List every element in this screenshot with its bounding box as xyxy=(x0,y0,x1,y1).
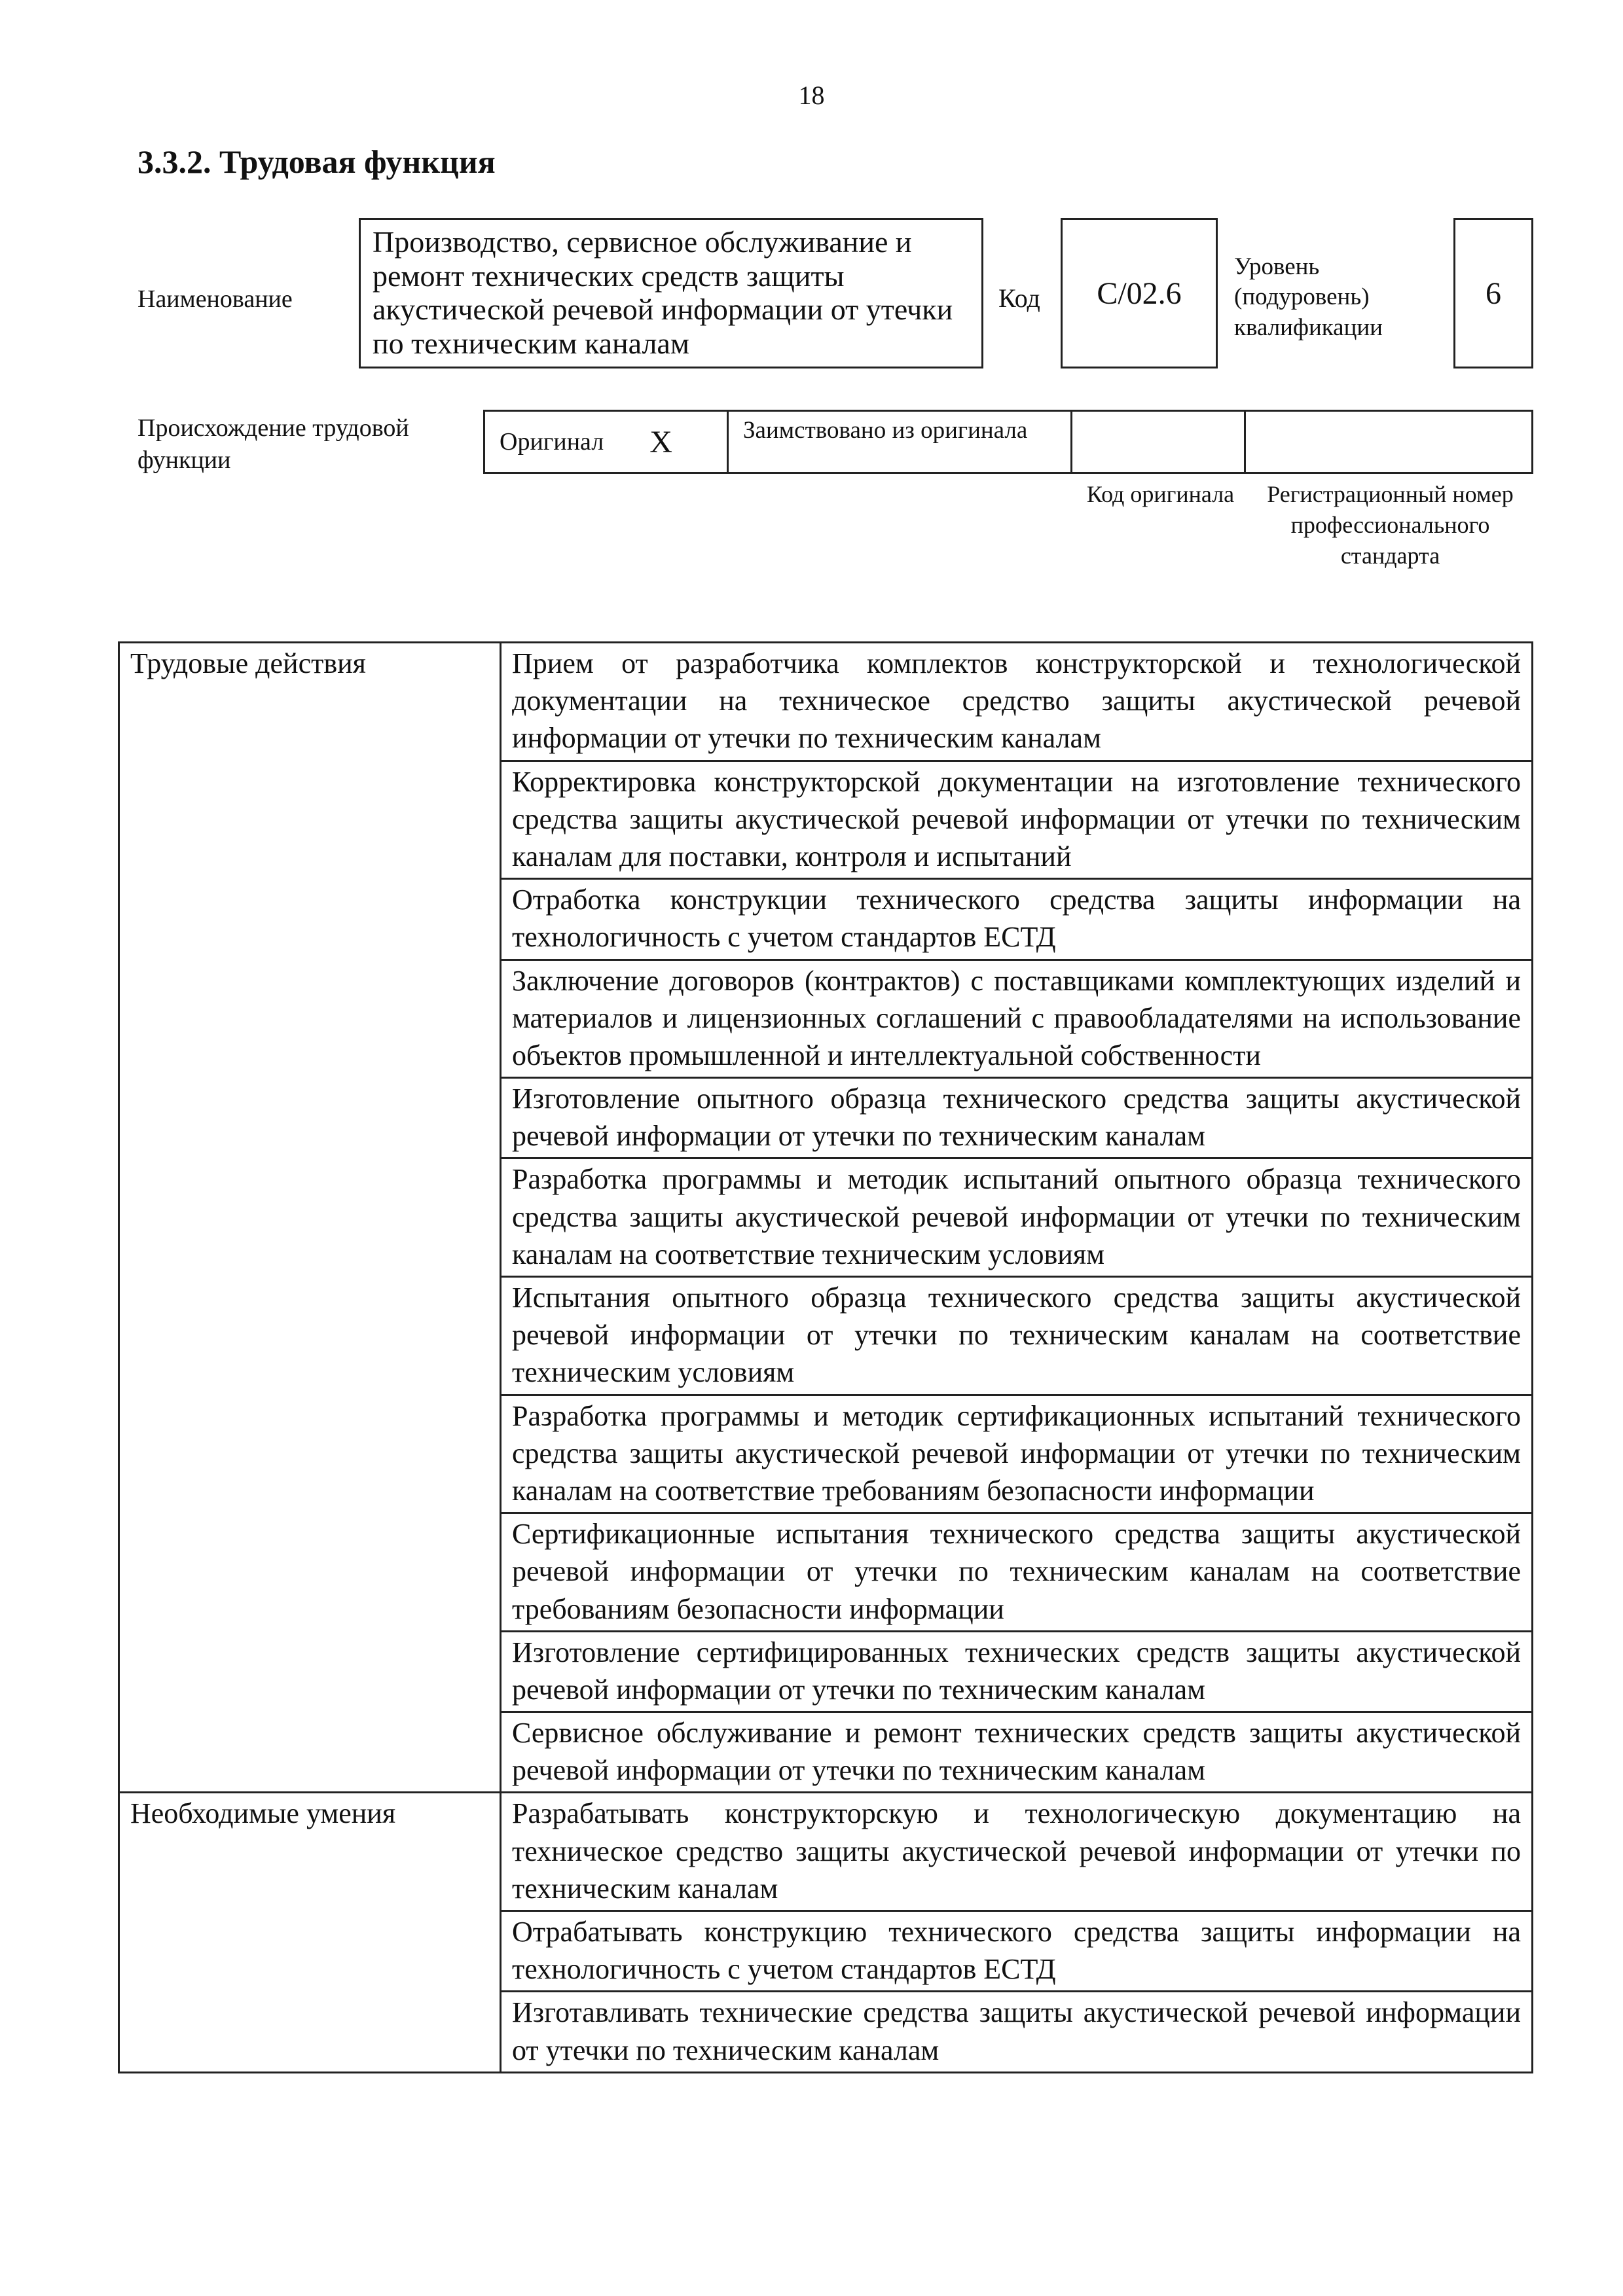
name-label: Наименование xyxy=(137,285,293,313)
table-item-cell: Отрабатывать конструкцию технического средства защиты информации на технологичность с учетом стандартов ЕСТД xyxy=(501,1911,1533,1992)
section-heading-cell: Необходимые умения xyxy=(119,1793,501,2072)
level-label-line: (подуровень) xyxy=(1234,283,1370,311)
original-code-cell xyxy=(1072,412,1246,472)
table-item-cell: Сертификационные испытания технического средства защиты акустической речевой информации от утечки по техническим каналам на соответствие требованиям безопасности информации xyxy=(501,1513,1533,1632)
function-name-box: Производство, сервисное обслуживание и ремонт технических средств защиты акустической речевой информации от утечки по техническим каналам xyxy=(359,218,983,368)
labor-function-table xyxy=(118,641,1533,2073)
page-number: 18 xyxy=(798,81,825,110)
code-label: Код xyxy=(998,283,1040,313)
registration-number-caption: Регистрационный номер профессионального стандарта xyxy=(1267,481,1514,569)
borrowed-cell: Заимствовано из оригинала xyxy=(729,412,1072,472)
original-code-caption: Код оригинала xyxy=(1086,481,1235,507)
table-item-cell: Прием от разработчика комплектов конструкторской и технологической документации на техническое средство защиты акустической речевой информации от утечки по техническим каналам xyxy=(501,643,1533,761)
registration-number-cell xyxy=(1246,412,1531,472)
table-row xyxy=(119,1793,1533,1911)
table-body xyxy=(119,643,1533,2073)
level-label-line: квалификации xyxy=(1234,314,1383,341)
level-label-line: Уровень xyxy=(1234,253,1320,280)
origin-label: Происхождение трудовой функции xyxy=(137,414,409,475)
table-item-cell: Разрабатывать конструкторскую и технологическую документацию на техническое средство защиты акустической речевой информации от утечки по техническим каналам xyxy=(501,1793,1533,1911)
section-title: 3.3.2. Трудовая функция xyxy=(137,143,496,180)
function-code-box: С/02.6 xyxy=(1061,218,1218,368)
table-item-cell: Разработка программы и методик испытаний опытного образца технического средства защиты акустической речевой информации от утечки по техническим каналам на соответствие техническим условиям xyxy=(501,1158,1533,1277)
origin-row xyxy=(483,410,1533,474)
original-cell xyxy=(485,412,729,472)
table-item-cell: Разработка программы и методик сертификационных испытаний технического средства защиты акустической речевой информации от утечки по техническим каналам на соответствие требованиям безопасности информации xyxy=(501,1395,1533,1513)
section-heading-cell: Трудовые действия xyxy=(119,643,501,1793)
original-label: Оригинал xyxy=(500,428,604,456)
table-item-cell: Сервисное обслуживание и ремонт технических средств защиты акустической речевой информации от утечки по техническим каналам xyxy=(501,1712,1533,1793)
table-item-cell: Испытания опытного образца технического средства защиты акустической речевой информации от утечки по техническим каналам на соответствие техническим условиям xyxy=(501,1277,1533,1395)
original-mark: X xyxy=(649,424,672,459)
table-item-cell: Заключение договоров (контрактов) с поставщиками комплектующих изделий и материалов и лицензионных соглашений с правообладателями на использование объектов промышленной и интеллектуальной собственности xyxy=(501,960,1533,1078)
qualification-level-box: 6 xyxy=(1453,218,1533,368)
table-item-cell: Изготавливать технические средства защиты акустической речевой информации от утечки по техническим каналам xyxy=(501,1992,1533,2072)
table-item-cell: Изготовление опытного образца технического средства защиты акустической речевой информации от утечки по техническим каналам xyxy=(501,1078,1533,1158)
table-item-cell: Корректировка конструкторской документации на изготовление технического средства защиты акустической речевой информации от утечки по техническим каналам для поставки, контроля и испытаний xyxy=(501,761,1533,879)
qualification-level-label xyxy=(1234,252,1383,343)
table-item-cell: Отработка конструкции технического средства защиты информации на технологичность с учетом стандартов ЕСТД xyxy=(501,879,1533,960)
table-item-cell: Изготовление сертифицированных технических средств защиты акустической речевой информации от утечки по техническим каналам xyxy=(501,1631,1533,1712)
table-row xyxy=(119,643,1533,761)
